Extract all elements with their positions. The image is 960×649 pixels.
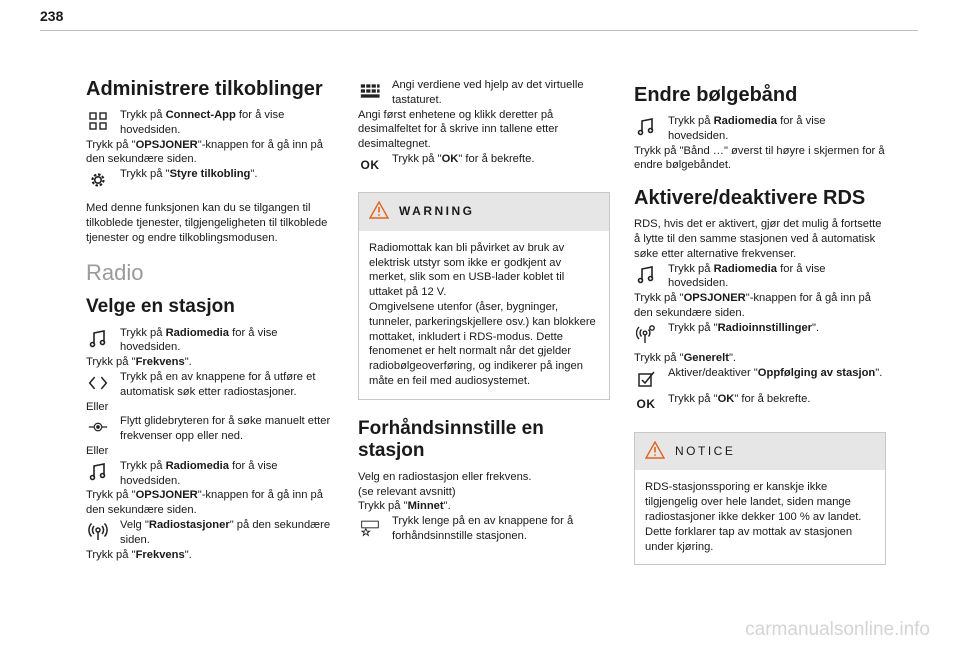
step-radiomedia: Trykk på Radiomedia for å vise hovedsiden. — [86, 326, 338, 356]
step-opsjoner: Trykk på "OPSJONER"-knappen for å gå inn på den sekundære siden. — [86, 138, 323, 166]
step-radiostasjoner: Velg "Radiostasjoner" på den sekundære siden. — [86, 518, 338, 548]
eller-1: Eller — [86, 400, 109, 413]
step-decimal: Angi først enhetene og klikk deretter på desimalfeltet for å skrive inn tallene etter desimaltegnet. — [358, 108, 559, 151]
grid-apps-icon — [86, 110, 110, 132]
step-opsjoner-3: Trykk på "OPSJONER"-knappen for å gå inn på den sekundære siden. — [634, 292, 871, 319]
heading-rds: Aktivere/deaktivere RDS — [634, 187, 866, 210]
warning-text: Radiomottak kan bli påvirket av bruk av elektrisk utstyr som ikke er godkjent av merket, slik som en USB-lader koblet til uttaket på 12 V. Omgivelsene utenfor (åser, bygninger, tunneler, parkeringskjellere osv.) kan blokkere mottaket, inkludert i RDS-modus. Dette fenomenet er helt normalt når det gjelder radiobølgeoverføring, og indikerer på ingen måte en feil med audiosystemet. — [369, 241, 596, 387]
radio-antenna-icon — [86, 520, 110, 542]
heading-radio: Radio — [86, 259, 144, 285]
page-number: 238 — [40, 8, 64, 24]
step-radioinnstillinger: Trykk på "Radioinnstillinger". — [634, 321, 886, 347]
watermark: carmanualsonline.info — [745, 619, 930, 640]
forh-line-1: Velg en radiostasjon eller frekvens. — [358, 470, 532, 483]
gear-icon — [86, 169, 110, 191]
step-auto-search: Trykk på en av knappene for å utføre et automatisk søk etter radiostasjoner. — [86, 370, 338, 400]
heading-velge: Velge en stasjon — [86, 295, 235, 317]
warning-box — [358, 192, 610, 400]
music-note-icon — [634, 264, 658, 286]
checkbox-icon — [634, 368, 658, 390]
step-long-press: Trykk lenge på en av knappene for å forhåndsinnstille stasjonen. — [358, 514, 610, 544]
step-connect-app: Trykk på Connect-App for å vise hovedsiden. — [86, 108, 338, 138]
warning-title: WARNING — [399, 204, 475, 219]
step-keyboard: Angi verdiene ved hjelp av det virtuelle tastaturet. — [358, 78, 610, 108]
step-oppfolging: Aktiver/deaktiver "Oppfølging av stasjon". — [634, 366, 886, 392]
ok-icon: OK — [360, 157, 380, 172]
step-opsjoner-2: Trykk på "OPSJONER"-knappen for å gå inn på den sekundære siden. — [86, 489, 323, 517]
step-ok-2: OK Trykk på "OK" for å bekrefte. — [634, 392, 886, 418]
preset-star-icon — [358, 516, 382, 538]
notice-box — [634, 432, 886, 566]
eller-2: Eller — [86, 444, 109, 457]
step-ok: OK Trykk på "OK" for å bekrefte. — [358, 152, 610, 178]
chevrons-icon — [86, 372, 110, 394]
column-3 — [634, 84, 886, 577]
notice-title: NOTICE — [675, 444, 736, 459]
forh-line-3: Trykk på "Minnet". — [358, 500, 451, 513]
notice-text: RDS-stasjonssporing er kanskje ikke tilgjengelig over hele landet, siden mange radiostasjoner ikke dekker 100 % av landet. Dette forklarer tap av mottak av stasjonen under kjøring. — [645, 481, 862, 553]
heading-administrere: Administrere tilkoblinger — [86, 78, 323, 100]
ok-icon: OK — [636, 397, 656, 412]
step-frekvens: Trykk på "Frekvens". — [86, 356, 192, 369]
column-2 — [358, 78, 610, 544]
music-note-icon — [86, 461, 110, 483]
forh-line-2: (se relevant avsnitt) — [358, 485, 456, 498]
notice-icon — [645, 441, 665, 463]
step-band: Trykk på "Bånd …" øverst til høyre i skjermen for å endre bølgebåndet. — [634, 144, 885, 172]
heading-forhandsinnstille: Forhåndsinnstille en stasjon — [358, 417, 544, 461]
admin-description: Med denne funksjonen kan du se tilgangen til tilkoblede tjenester, tilgjengeligheten til tilkoblede tjenester og endre tilkoblingsmodusen. — [86, 202, 328, 244]
step-frekvens-2: Trykk på "Frekvens". — [86, 548, 192, 561]
music-note-icon — [86, 328, 110, 350]
step-styre-tilkobling: Trykk på "Styre tilkobling". — [86, 167, 338, 193]
music-note-icon — [634, 116, 658, 138]
step-radiomedia-4: Trykk på Radiomedia for å vise hovedsiden. — [634, 262, 886, 292]
rds-description: RDS, hvis det er aktivert, gjør det mulig å fortsette å lytte til den samme stasjonen ved å automatisk søke etter alternative frekvenser. — [634, 218, 882, 260]
step-radiomedia-3: Trykk på Radiomedia for å vise hovedsiden. — [634, 114, 886, 144]
radio-settings-icon — [634, 323, 658, 345]
slider-icon — [86, 416, 110, 438]
step-slider: Flytt glidebryteren for å søke manuelt etter frekvenser opp eller ned. — [86, 414, 338, 444]
warning-icon — [369, 201, 389, 223]
header-divider — [40, 30, 918, 31]
step-radiomedia-2: Trykk på Radiomedia for å vise hovedsiden. — [86, 459, 338, 489]
heading-endre: Endre bølgebånd — [634, 84, 798, 106]
column-1 — [86, 78, 338, 562]
step-generelt: Trykk på "Generelt". — [634, 351, 737, 364]
keyboard-icon — [358, 80, 382, 102]
